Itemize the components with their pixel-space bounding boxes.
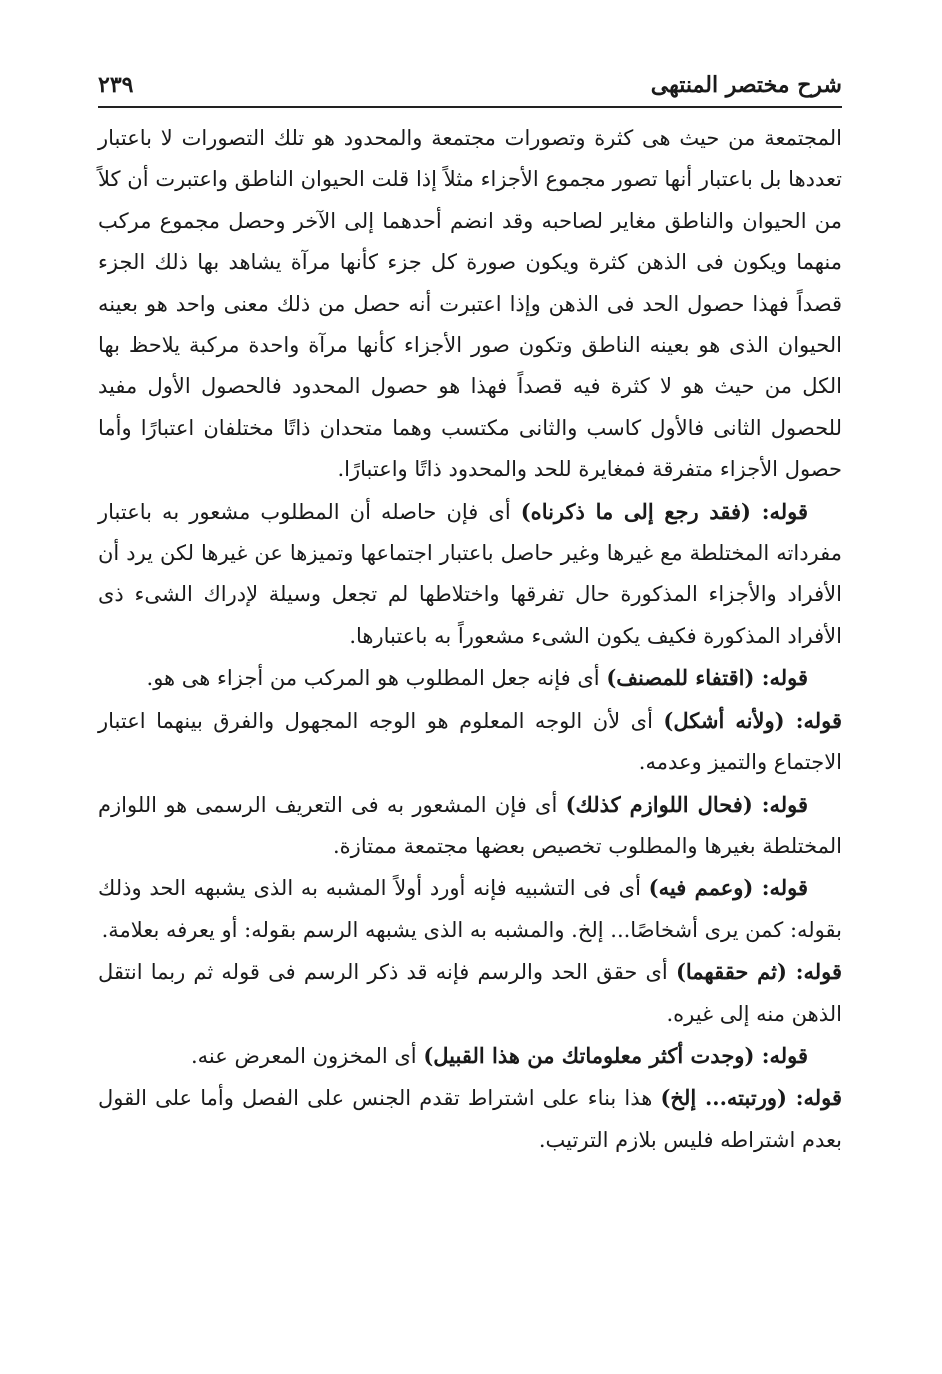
commentary-paragraph-8 xyxy=(98,1077,842,1161)
page-header xyxy=(98,62,842,108)
commentary-text: أى لأن الوجه المعلوم هو الوجه المجهول والفرق بينهما اعتبار الاجتماع والتميز وعدمه. xyxy=(98,708,842,775)
header-rule xyxy=(98,106,842,108)
running-title: شرح مختصر المنتهى xyxy=(650,72,842,98)
commentary-lemma: قوله: (وعمم فيه) xyxy=(648,875,808,901)
commentary-paragraph-2 xyxy=(98,657,842,699)
commentary-lemma: قوله: (ولأنه أشكل) xyxy=(663,707,842,733)
commentary-paragraph-7 xyxy=(98,1035,842,1077)
commentary-lemma: قوله: (اقتفاء للمصنف) xyxy=(606,665,808,691)
commentary-paragraph-4 xyxy=(98,784,842,868)
commentary-lemma: قوله: (فحال اللوازم كذلك) xyxy=(565,791,808,817)
commentary-text: أى المخزون المعرض عنه. xyxy=(190,1043,424,1068)
commentary-paragraph-6 xyxy=(98,951,842,1035)
commentary-lemma: قوله: (ثم حققهما) xyxy=(675,959,842,985)
commentary-paragraph-3 xyxy=(98,700,842,784)
paragraph-1-text: المجتمعة من حيث هى كثرة وتصورات مجتمعة والمحدود هو تلك التصورات لا باعتبار تعددها بل باعتبار أنها تصور مجموع الأجزاء مثلاً إذا قلت الحيوان الناطق واعتبرت أن كلاً من الحيوان والناطق مغاير لصاحبه وقد انضم أحدهما إلى الآخر وحصل مجموع مركب منهما ويكون فى الذهن كثرة ويكون صورة كل جزء كأنها مرآة يشاهد بها ذلك الجزء قصداً فهذا حصول الحد فى الذهن وإذا اعتبرت أنه حصل من ذلك معنى واحد هو بعينه الحيوان الذى هو بعينه الناطق وتكون صور الأجزاء كأنها مرآة واحدة مركبة يلاحظ بها الكل من حيث هو لا كثرة فيه قصداً فهذا هو حصول المحدود فالحصول الأول مفيد للحصول الثانى فالأول كاسب والثانى مكتسب وهما متحدان ذاتًا مختلفان اعتبارًا وأما حصول الأجزاء متفرقة فمغايرة للحد والمحدود ذاتًا واعتبارًا. xyxy=(98,126,842,482)
commentary-text: أى فى التشبيه فإنه أورد أولاً المشبه به الذى يشبهه الحد وذلك بقوله: كمن يرى أشخاصًا... إلخ. والمشبه به الذى يشبهه الرسم بقوله: أو يعرفه بعلامة. xyxy=(98,876,842,942)
commentary-text: أى فإن المشعور به فى التعريف الرسمى هو اللوازم المختلطة بغيرها والمطلوب تخصيص بعضها مجتمعة ممتازة. xyxy=(98,792,842,858)
commentary-lemma: قوله: (ورتبته... إلخ) xyxy=(660,1085,842,1111)
commentary-text: أى فإن حاصله أن المطلوب مشعور به باعتبار مفرداته المختلطة مع غيرها وغير حاصل باعتبار اجتماعها وتميزها عن غيرها لكن يرد أن الأفراد والأجزاء المذكورة حال تفرقها واختلاطها لم تجعل وسيلة لإدراك الشىء ذى الأفراد المذكورة فكيف يكون الشىء مشعوراً به باعتبارها. xyxy=(98,499,842,648)
page-number: ٢٣٩ xyxy=(98,72,134,98)
paragraph-1 xyxy=(98,118,842,491)
commentary-text: هذا بناء على اشتراط تقدم الجنس على الفصل وأما على القول بعدم اشتراطه فليس بلازم الترتيب. xyxy=(98,1086,842,1152)
commentary-paragraph-5 xyxy=(98,867,842,951)
commentary-lemma: قوله: (فقد رجع إلى ما ذكرناه) xyxy=(520,498,808,524)
commentary-lemma: قوله: (وجدت أكثر معلوماتك من هذا القبيل) xyxy=(423,1042,808,1068)
commentary-text: أى حقق الحد والرسم فإنه قد ذكر الرسم فى قوله ثم ربما انتقل الذهن منه إلى غيره. xyxy=(98,960,842,1026)
commentary-text: أى فإنه جعل المطلوب هو المركب من أجزاء هى هو. xyxy=(146,666,607,691)
body-text xyxy=(98,118,842,1161)
commentary-paragraph-1 xyxy=(98,491,842,658)
